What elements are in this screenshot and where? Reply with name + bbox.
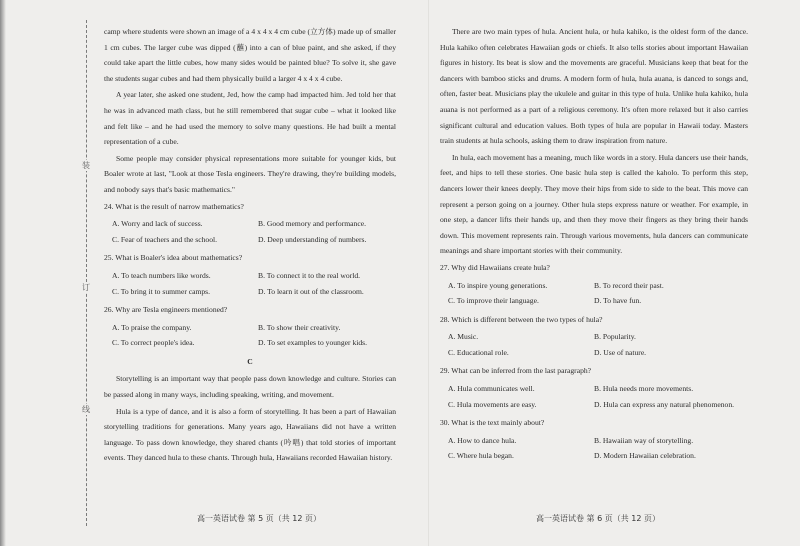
question-24 [104,199,396,248]
option-d: D. Modern Hawaiian celebration. [594,451,696,461]
question-stem: 28. Which is different between the two types of hula? [440,314,603,324]
option-d: D. Use of nature. [594,347,647,357]
question-stem: 30. What is the text mainly about? [440,418,545,428]
page-footer-left: 高一英语试卷 第 5 页（共 12 页） [197,514,321,523]
page-divider [428,0,429,546]
option-b: B. To record their past. [594,280,664,290]
option-d: D. Hula can express any natural phenomenon. [594,399,735,409]
question-26 [104,302,396,351]
left-page [104,24,396,467]
question-30 [440,415,748,464]
page-footer-right: 高一英语试卷 第 6 页（共 12 页） [536,514,660,523]
option-a: A. Hula communicates well. [448,384,535,394]
option-c: C. To improve their language. [448,296,539,306]
question-options [104,268,396,299]
option-a: A. How to dance hula. [448,435,517,445]
option-d: D. To have fun. [594,296,642,306]
binding-mark-1: 装 [82,161,90,170]
question-25 [104,250,396,299]
option-c: C. Hula movements are easy. [448,399,537,409]
question-options [440,381,748,412]
section-c-para-2: Hula is a type of dance, and it is also a form of storytelling. It has been a part of Hawaiian storytelling traditions for generations. Many years ago, Hawaiians did not have a written language. To pass down knowledge, they shared chants (吟唱) that told stories of important events. They danced hula to these chants. Through hula, Hawaiians recorded Hawaiian history. [104,406,396,463]
right-para-1: There are two main types of hula. Ancient hula, or hula kahiko, is the oldest form of the dance. Hula kahiko often celebrates Hawaiian gods or chiefs. It also tells stories about important Hawaiian figures in history. Its beat is slow and the movements are graceful. Musicians keep that beat for the dancers with bamboo sticks and drums. A modern form of hula, hula auana, is danced to songs and, often, faster beat. Musicians play the ukulele and guitar in this type of hula. Unlike hula kahiko, hula auana is not performed as a part of a religious ceremony. It's often more relaxed but it also carries significant cultural and education values. Both types of hula are popular in Hawaii today. Masters train students at hula schools, asking them to draw inspiration from nature. [440,27,748,146]
question-stem: 26. Why are Tesla engineers mentioned? [104,305,228,315]
question-27 [440,260,748,309]
option-c: C. Educational role. [448,347,509,357]
question-options [440,329,748,360]
option-a: A. To teach numbers like words. [112,270,211,280]
option-a: A. To inspire young generations. [448,280,548,290]
option-d: D. To set examples to younger kids. [258,338,368,348]
option-b: B. To show their creativity. [258,322,341,332]
option-c: C. To bring it to summer camps. [112,286,211,296]
question-options [104,320,396,351]
option-a: A. To praise the company. [112,322,192,332]
option-b: B. To connect it to the real world. [258,270,361,280]
binding-mark-2: 订 [82,283,90,292]
option-b: B. Good memory and performance. [258,219,366,229]
option-b: B. Hula needs more movements. [594,384,694,394]
option-a: A. Worry and lack of success. [112,219,203,229]
question-options [440,278,748,309]
option-b: B. Hawaiian way of storytelling. [594,435,694,445]
section-heading: C [247,356,253,366]
option-c: C. Where hula began. [448,451,514,461]
question-options [440,433,748,464]
binding-line [86,20,87,526]
question-stem: 24. What is the result of narrow mathematics? [104,201,244,211]
left-para-3: Some people may consider physical representations more suitable for younger kids, but Boaler wrote at last, "Look at those Tesla engineers. They're drawing, they're building models, and nobody says that's basic mathematics." [104,153,396,194]
binding-mark-3: 线 [82,405,90,414]
option-d: D. Deep understanding of numbers. [258,234,367,244]
right-page [440,24,748,467]
section-c-para-1: Storytelling is an important way that people pass down knowledge and culture. Stories can be passed along in many ways, including speaking, writing, and movement. [104,374,396,400]
left-para-1: camp where students were shown an image of a 4 x 4 x 4 cm cube (立方体) made up of smaller 1 cm cubes. The larger cube was dipped (蘸) into a can of blue paint, and she asked, if they could take apart the little cubes, how many sides would be painted blue? To solve it, she gave the students sugar cubes and had them physically build a larger 4 x 4 x 4 cube. [104,27,396,83]
question-28 [440,312,748,361]
question-stem: 29. What can be inferred from the last paragraph? [440,366,592,376]
option-d: D. To learn it out of the classroom. [258,286,364,296]
option-a: A. Music. [448,332,479,342]
question-stem: 25. What is Boaler's idea about mathematics? [104,253,243,263]
question-stem: 27. Why did Hawaiians create hula? [440,262,550,272]
right-para-2: In hula, each movement has a meaning, much like words in a story. Hula dancers use their hands, feet, and hips to tell these stories. One basic hula step is called the kaholo. To perform this step, dancers lower their knees deeply. They move their hips from side to side to the beat. This move can represent a person going on a journey. Other hula steps express nature or weather. For example, in one step, a dancer lifts their hands up, and then they move their fingers as they bring their hands down. This movement represents rain. Through various movements, hula dancers can communicate meanings and share important stories with their community. [440,152,748,256]
question-29 [440,363,748,412]
left-para-2: A year later, she asked one student, Jed, how the camp had impacted him. Jed told her that he was in advanced math class, but he still remembered that sugar cube – what it looked like and felt like – and he had used the memory to solve many questions. He had built a mental representation of a cube. [104,90,396,147]
scan-edge-shadow [0,0,6,546]
option-c: C. To correct people's idea. [112,338,195,348]
option-b: B. Popularity. [594,332,636,342]
option-c: C. Fear of teachers and the school. [112,234,218,244]
question-options [104,216,396,247]
